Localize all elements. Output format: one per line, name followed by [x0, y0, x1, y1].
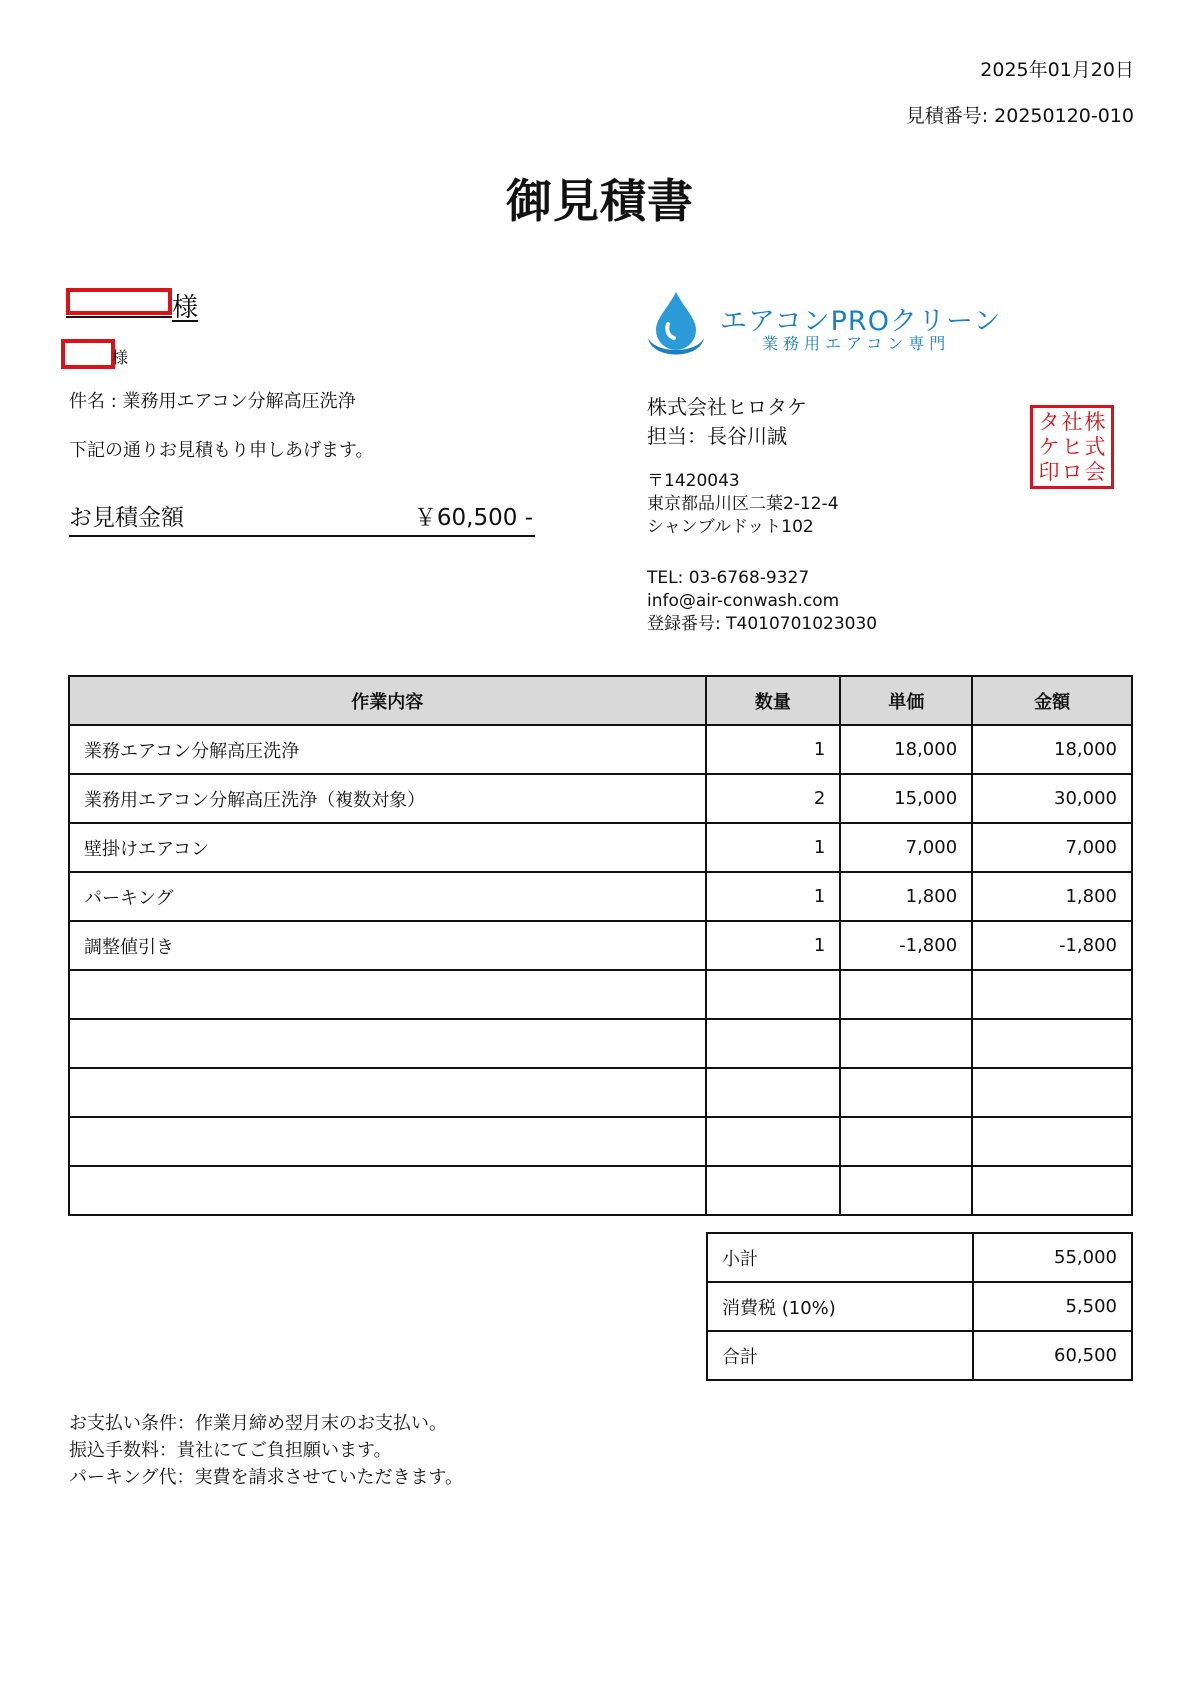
item-quantity: 1: [706, 872, 841, 921]
payment-terms: [69, 1410, 463, 1491]
item-unit-price: 1,800: [840, 872, 972, 921]
line-items-table: [68, 675, 1133, 1216]
estimate-number: 見積番号: 20250120-010: [905, 105, 1134, 127]
estimate-total-box: [69, 497, 535, 537]
header-description: 作業内容: [69, 676, 706, 725]
table-row: [69, 872, 1132, 921]
item-quantity: 2: [706, 774, 841, 823]
table-row-empty: [69, 1117, 1132, 1166]
item-unit-price: -1,800: [840, 921, 972, 970]
tax-value: 5,500: [973, 1282, 1132, 1331]
redacted-contact-name: [61, 339, 115, 369]
table-row-empty: [69, 1068, 1132, 1117]
vendor-email: info@air-conwash.com: [647, 591, 840, 611]
item-description: パーキング: [69, 872, 706, 921]
item-description: 業務用エアコン分解高圧洗浄（複数対象）: [69, 774, 706, 823]
vendor-address-line1: 東京都品川区二葉2-12-4: [647, 494, 839, 514]
vendor-phone: TEL: 03-6768-9327: [647, 568, 810, 588]
terms-transfer-fee: 振込手数料：貴社にてご負担願います。: [69, 1440, 392, 1461]
logo-brand-name: エアコンPROクリーン: [720, 306, 1002, 337]
intro-text: 下記の通りお見積もり申しあげます。: [69, 440, 374, 461]
tax-row: [707, 1282, 1132, 1331]
item-unit-price: 7,000: [840, 823, 972, 872]
table-header-row: [69, 676, 1132, 725]
vendor-company: 株式会社ヒロタケ: [647, 395, 807, 419]
item-description: 壁掛けエアコン: [69, 823, 706, 872]
item-amount: 7,000: [972, 823, 1132, 872]
subject-line: 件名 : 業務用エアコン分解高圧洗浄: [69, 391, 356, 412]
table-row: [69, 774, 1132, 823]
issue-date: 2025年01月20日: [980, 59, 1134, 81]
subtotal-value: 55,000: [973, 1233, 1132, 1282]
vendor-postal-code: 〒1420043: [647, 471, 740, 491]
header-quantity: 数量: [706, 676, 841, 725]
table-row-empty: [69, 970, 1132, 1019]
item-amount: -1,800: [972, 921, 1132, 970]
table-row: [69, 725, 1132, 774]
contact-honorific: 様: [112, 348, 129, 367]
header-amount: 金額: [972, 676, 1132, 725]
grand-total-row: [707, 1331, 1132, 1380]
vendor-contact-person: 担当：長谷川誠: [647, 424, 787, 448]
item-description: 調整値引き: [69, 921, 706, 970]
logo-tagline: 業務用エアコン専門: [762, 334, 951, 353]
vendor-registration-number: 登録番号: T4010701023030: [647, 614, 878, 634]
header-unit-price: 単価: [840, 676, 972, 725]
company-seal-stamp: 株 式 会 社 ヒ ロ タ ケ 印: [1030, 405, 1114, 489]
table-row: [69, 921, 1132, 970]
item-quantity: 1: [706, 725, 841, 774]
redacted-client-name: [66, 288, 172, 315]
client-name-underline: [66, 316, 172, 318]
estimate-total-amount: ￥60,500 -: [413, 505, 533, 531]
terms-payment: お支払い条件：作業月締め翌月末のお支払い。: [69, 1413, 447, 1434]
item-amount: 1,800: [972, 872, 1132, 921]
terms-parking: パーキング代：実費を請求させていただきます。: [69, 1467, 464, 1488]
totals-table: [706, 1232, 1133, 1381]
item-amount: 30,000: [972, 774, 1132, 823]
item-description: 業務エアコン分解高圧洗浄: [69, 725, 706, 774]
tax-label: 消費税 (10%): [707, 1282, 973, 1331]
vendor-address-line2: シャンブルドット102: [647, 517, 814, 537]
item-quantity: 1: [706, 921, 841, 970]
client-honorific: 様: [172, 293, 199, 323]
document-title: 御見積書: [506, 174, 694, 228]
item-unit-price: 18,000: [840, 725, 972, 774]
subtotal-label: 小計: [707, 1233, 973, 1282]
item-amount: 18,000: [972, 725, 1132, 774]
estimate-total-label: お見積金額: [69, 505, 184, 531]
subtotal-row: [707, 1233, 1132, 1282]
table-row-empty: [69, 1166, 1132, 1215]
table-row-empty: [69, 1019, 1132, 1068]
item-quantity: 1: [706, 823, 841, 872]
grand-total-value: 60,500: [973, 1331, 1132, 1380]
water-drop-logo-icon: [646, 290, 706, 364]
table-row: [69, 823, 1132, 872]
grand-total-label: 合計: [707, 1331, 973, 1380]
item-unit-price: 15,000: [840, 774, 972, 823]
